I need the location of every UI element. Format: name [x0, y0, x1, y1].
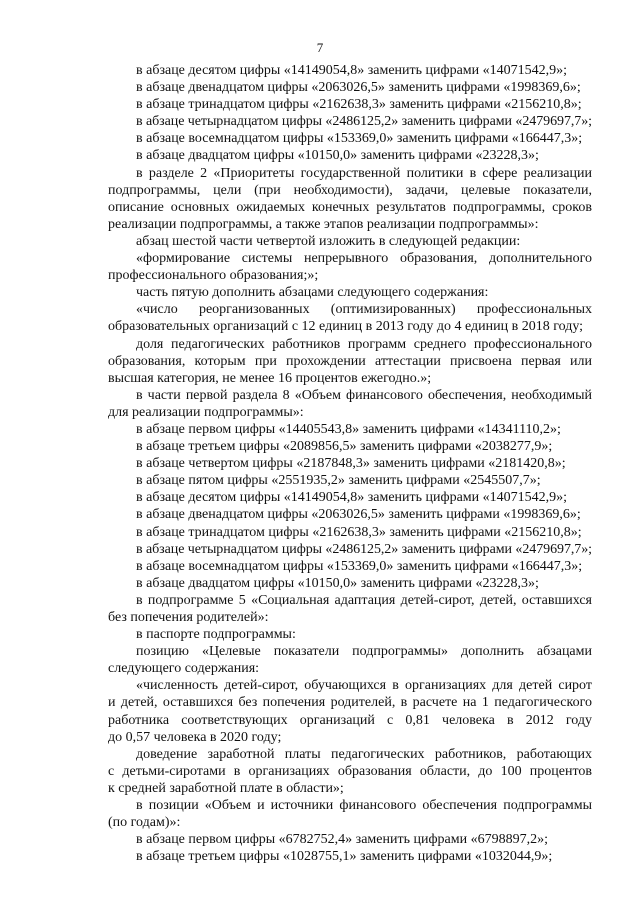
paragraph: [108, 336, 592, 387]
paragraph: [108, 797, 592, 831]
paragraph: [108, 62, 592, 79]
paragraph: [108, 592, 592, 626]
paragraph: [108, 96, 592, 113]
text-line: и детей, оставшихся без попечения родителей, в расчете на 1 педагогического: [108, 695, 592, 711]
paragraph: [108, 506, 592, 523]
text-line: в абзаце восемнадцатом цифры «153369,0» заменить цифрами «166447,3»;: [136, 558, 583, 574]
paragraph: [108, 558, 592, 575]
text-line: в абзаце пятом цифры «2551935,2» заменить цифрами «2545507,7»;: [136, 473, 541, 489]
text-line: подпрограммы, цели (при необходимости), задачи, целевые показатели,: [108, 182, 592, 198]
text-line: часть пятую дополнить абзацами следующего содержания:: [136, 285, 489, 301]
paragraph: [108, 79, 592, 96]
text-line: в подпрограмме 5 «Социальная адаптация детей-сирот, детей, оставшихся: [136, 592, 592, 608]
text-line: «численность детей-сирот, обучающихся в организациях для детей сирот: [136, 678, 592, 694]
text-line: образовательных организаций с 12 единиц в 2013 году до 4 единиц в 2018 году;: [108, 319, 584, 335]
paragraph: [108, 746, 592, 797]
text-line: в абзаце четырнадцатом цифры «2486125,2» заменить цифрами «2479697,7»;: [136, 114, 592, 130]
text-line: в абзаце тринадцатом цифры «2162638,3» заменить цифрами «2156210,8»;: [136, 524, 582, 540]
text-line: с детьми-сиротами в организациях образования области, до 100 процентов: [108, 763, 592, 779]
text-line: в абзаце четвертом цифры «2187848,3» заменить цифрами «2181420,8»;: [136, 456, 566, 472]
document-body: [108, 62, 592, 865]
paragraph: [108, 438, 592, 455]
paragraph: [108, 165, 592, 233]
text-line: в абзаце двадцатом цифры «10150,0» заменить цифрами «23228,3»;: [136, 148, 539, 164]
text-line: образования, которым при прохождении аттестации присвоена первая или: [108, 353, 592, 369]
text-line: для реализации подпрограммы»:: [108, 404, 304, 420]
text-line: в абзаце третьем цифры «2089856,5» заменить цифрами «2038277,9»;: [136, 439, 553, 455]
text-line: позицию «Целевые показатели подпрограммы» дополнить абзацами: [136, 644, 592, 660]
paragraph: [108, 421, 592, 438]
paragraph: [108, 575, 592, 592]
text-line: профессионального образования;»;: [108, 268, 319, 284]
paragraph: [108, 489, 592, 506]
text-line: «формирование системы непрерывного образования, дополнительного: [136, 251, 592, 267]
text-line: в разделе 2 «Приоритеты государственной политики в сфере реализации: [136, 165, 592, 181]
text-line: следующего содержания:: [108, 661, 260, 677]
text-line: абзац шестой части четвертой изложить в следующей редакции:: [136, 233, 521, 249]
text-line: в части первой раздела 8 «Объем финансового обеспечения, необходимый: [136, 387, 592, 403]
text-line: «число реорганизованных (оптимизированных) профессиональных: [136, 302, 592, 318]
paragraph: [108, 301, 592, 335]
text-line: в абзаце первом цифры «14405543,8» заменить цифрами «14341110,2»;: [136, 421, 561, 437]
text-line: работника соответствующих организаций с 0,81 человека в 2012 году: [108, 712, 592, 728]
text-line: до 0,57 человека в 2020 году;: [108, 729, 282, 745]
paragraph: [108, 677, 592, 745]
text-line: в абзаце восемнадцатом цифры «153369,0» заменить цифрами «166447,3»;: [136, 131, 583, 147]
text-line: (по годам)»:: [108, 815, 181, 831]
paragraph: [108, 130, 592, 147]
paragraph: [108, 233, 592, 250]
paragraph: [108, 626, 592, 643]
paragraph: [108, 831, 592, 848]
paragraph: [108, 848, 592, 865]
paragraph: [108, 643, 592, 677]
text-line: без попечения родителей»:: [108, 610, 269, 625]
text-line: в позиции «Объем и источники финансового обеспечения подпрограммы: [136, 798, 592, 814]
text-line: в паспорте подпрограммы:: [136, 627, 296, 643]
text-line: к средней заработной плате в области»;: [108, 780, 344, 796]
paragraph: [108, 541, 592, 558]
paragraph: [108, 472, 592, 489]
paragraph: [108, 284, 592, 301]
text-line: реализации подпрограммы, а также этапов реализации подпрограммы»:: [108, 216, 539, 232]
paragraph: [108, 455, 592, 472]
text-line: в абзаце четырнадцатом цифры «2486125,2» заменить цифрами «2479697,7»;: [136, 541, 592, 557]
text-line: в абзаце третьем цифры «1028755,1» заменить цифрами «1032044,9»;: [136, 849, 553, 865]
paragraph: [108, 113, 592, 130]
text-line: доведение заработной платы педагогических работников, работающих: [136, 746, 592, 762]
text-line: в абзаце двенадцатом цифры «2063026,5» заменить цифрами «1998369,6»;: [136, 80, 581, 96]
text-line: в абзаце двадцатом цифры «10150,0» заменить цифрами «23228,3»;: [136, 575, 539, 591]
text-line: в абзаце двенадцатом цифры «2063026,5» заменить цифрами «1998369,6»;: [136, 507, 581, 523]
paragraph: [108, 250, 592, 284]
text-line: высшая категория, не менее 16 процентов ежегодно.»;: [108, 370, 432, 386]
paragraph: [108, 524, 592, 541]
paragraph: [108, 147, 592, 164]
page-number: 7: [316, 40, 324, 55]
text-line: доля педагогических работников программ среднего профессионального: [136, 336, 592, 352]
text-line: в абзаце десятом цифры «14149054,8» заменить цифрами «14071542,9»;: [136, 490, 568, 506]
text-line: в абзаце тринадцатом цифры «2162638,3» заменить цифрами «2156210,8»;: [136, 97, 582, 113]
text-line: в абзаце первом цифры «6782752,4» заменить цифрами «6798897,2»;: [136, 832, 548, 848]
text-line: описание основных ожидаемых конечных результатов подпрограммы, сроков: [108, 199, 592, 215]
text-line: в абзаце десятом цифры «14149054,8» заменить цифрами «14071542,9»;: [136, 63, 568, 78]
paragraph: [108, 387, 592, 421]
